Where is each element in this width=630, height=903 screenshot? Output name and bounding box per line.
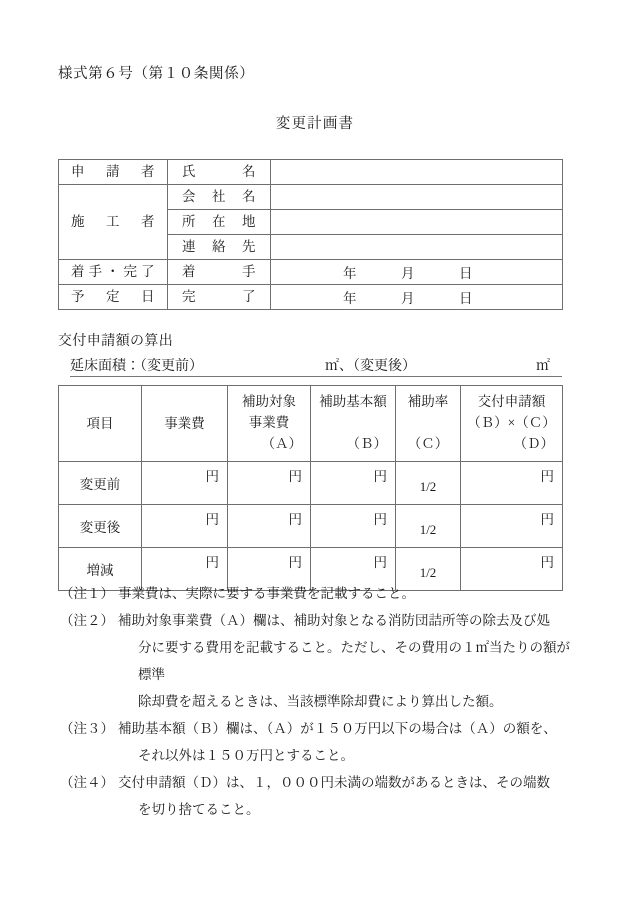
- note-text: を切り捨てること。: [138, 802, 260, 817]
- field-label-start: [168, 260, 271, 285]
- note-item: [60, 607, 570, 634]
- cell-grant-before[interactable]: 円: [461, 462, 563, 505]
- column-header-base-amount-spacer: [311, 412, 395, 433]
- table-row: [59, 185, 563, 210]
- row-label-difference: 増減: [59, 548, 142, 591]
- field-label-contact: [168, 235, 271, 260]
- calc-section-heading: 交付申請額の算出: [58, 334, 174, 349]
- column-header-rate-spacer: [396, 412, 460, 433]
- group-label-schedule-finish: [59, 285, 168, 310]
- form-code: 様式第６号（第１０条関係）: [58, 66, 255, 82]
- note-tag: （注３）: [60, 721, 114, 736]
- cell-project-cost-after[interactable]: 円: [142, 505, 228, 548]
- field-label-address: [168, 210, 271, 235]
- column-header-grant-code: （Ｄ）: [513, 436, 554, 451]
- note-text: それ以外は１５０万円とすること。: [138, 748, 354, 763]
- page-title: 変更計画書: [275, 116, 355, 132]
- cell-project-cost-before[interactable]: 円: [142, 462, 228, 505]
- date-month-start: 月: [401, 266, 415, 281]
- note-tag: （注２）: [60, 613, 114, 628]
- date-year-start: 年: [343, 266, 357, 281]
- floor-area-unit-before: ㎡: [325, 359, 339, 374]
- column-header-rate: [396, 386, 461, 462]
- note-item: [60, 769, 570, 796]
- note-item: [60, 580, 570, 607]
- field-label-company-text: 会 社 名: [182, 189, 256, 204]
- cell-subsidy-target-difference[interactable]: 円: [228, 548, 311, 591]
- group-label-applicant: [59, 160, 168, 185]
- column-header-project-cost: [142, 386, 228, 462]
- floor-area-separator: 、（変更後）: [339, 359, 416, 374]
- note-item: [60, 715, 570, 742]
- cell-rate-before: 1/2: [396, 462, 461, 505]
- table-row: [59, 462, 563, 505]
- cell-rate-after: 1/2: [396, 505, 461, 548]
- note-tag: （注４）: [60, 775, 114, 790]
- note-text: 除却費を超えるときは、当該標準除却費により算出した額。: [138, 694, 503, 709]
- group-label-schedule-line2: 予 定 日: [71, 289, 155, 304]
- cell-subsidy-target-after[interactable]: 円: [228, 505, 311, 548]
- table-row: [59, 505, 563, 548]
- column-header-base-amount-l1: 補助基本額: [319, 394, 387, 409]
- cell-base-amount-difference[interactable]: 円: [311, 548, 396, 591]
- column-header-item: [59, 386, 142, 462]
- floor-area-line[interactable]: [70, 355, 562, 377]
- group-label-schedule-line1: 着手・完了: [71, 264, 155, 279]
- field-value-contact[interactable]: [271, 235, 563, 260]
- table-header-row: [59, 386, 563, 462]
- field-label-name-text: 氏 名: [182, 164, 256, 179]
- note-text: 事業費は、実際に要する事業費を記載すること。: [118, 586, 415, 601]
- date-placeholder-start: [271, 262, 562, 282]
- note-text: 補助対象事業費（Ａ）欄は、補助対象となる消防団詰所等の除去及び処: [118, 613, 550, 628]
- field-label-company: [168, 185, 271, 210]
- amount-calculation-table: [58, 385, 563, 591]
- table-row: [59, 260, 563, 285]
- field-value-address[interactable]: [271, 210, 563, 235]
- date-year-finish: 年: [343, 291, 357, 306]
- group-label-schedule-start: [59, 260, 168, 285]
- field-value-finish-date[interactable]: [271, 285, 563, 310]
- group-label-contractor-text: 施 工 者: [71, 214, 155, 229]
- field-value-start-date[interactable]: [271, 260, 563, 285]
- floor-area-label: 延床面積：（変更前）: [70, 359, 203, 374]
- table-row: [59, 285, 563, 310]
- column-header-subsidy-target-code: （Ａ）: [261, 436, 302, 451]
- column-header-grant: [461, 386, 563, 462]
- row-label-after: 変更後: [59, 505, 142, 548]
- group-label-applicant-text: 申 請 者: [71, 164, 155, 179]
- date-month-finish: 月: [401, 291, 415, 306]
- table-row: [59, 160, 563, 185]
- column-header-item-text: 項目: [86, 416, 114, 431]
- column-header-grant-formula: （Ｂ）×（Ｃ）: [467, 415, 556, 430]
- applicant-table: [58, 159, 563, 310]
- group-label-contractor: [59, 185, 168, 260]
- column-header-rate-code: （Ｃ）: [407, 436, 449, 451]
- column-header-grant-l1: 交付申請額: [477, 394, 546, 409]
- field-label-start-text: 着 手: [182, 264, 256, 279]
- cell-grant-difference[interactable]: 円: [461, 548, 563, 591]
- floor-area-unit-after: ㎡: [536, 359, 550, 374]
- field-label-finish: [168, 285, 271, 310]
- cell-project-cost-difference[interactable]: 円: [142, 548, 228, 591]
- cell-base-amount-after[interactable]: 円: [311, 505, 396, 548]
- field-label-address-text: 所 在 地: [182, 214, 256, 229]
- note-text: 補助基本額（Ｂ）欄は、（Ａ）が１５０万円以下の場合は（Ａ）の額を、: [118, 721, 557, 736]
- column-header-subsidy-target-l2: 事業費: [248, 415, 290, 430]
- field-value-name[interactable]: [271, 160, 563, 185]
- cell-subsidy-target-before[interactable]: 円: [228, 462, 311, 505]
- date-day-finish: 日: [459, 291, 473, 306]
- column-header-project-cost-text: 事業費: [164, 416, 205, 431]
- field-label-name: [168, 160, 271, 185]
- column-header-subsidy-target: [228, 386, 311, 462]
- column-header-base-amount: [311, 386, 396, 462]
- date-placeholder-finish: [271, 287, 562, 307]
- column-header-base-amount-code: （Ｂ）: [346, 436, 387, 451]
- note-text: 分に要する費用を記載すること。ただし、その費用の１㎡当たりの額が標準: [138, 640, 570, 682]
- field-label-finish-text: 完 了: [182, 289, 256, 304]
- note-tag: （注１）: [60, 586, 114, 601]
- field-label-contact-text: 連 絡 先: [182, 239, 256, 254]
- cell-grant-after[interactable]: 円: [461, 505, 563, 548]
- date-day-start: 日: [459, 266, 473, 281]
- note-text: 交付申請額（Ｄ）は、１，０００円未満の端数があるときは、その端数: [118, 775, 550, 790]
- column-header-subsidy-target-l1: 補助対象: [242, 394, 296, 409]
- field-value-company[interactable]: [271, 185, 563, 210]
- column-header-rate-l1: 補助率: [407, 394, 449, 409]
- row-label-before: 変更前: [59, 462, 142, 505]
- notes-section: [60, 580, 570, 823]
- cell-rate-difference: 1/2: [396, 548, 461, 591]
- cell-base-amount-before[interactable]: 円: [311, 462, 396, 505]
